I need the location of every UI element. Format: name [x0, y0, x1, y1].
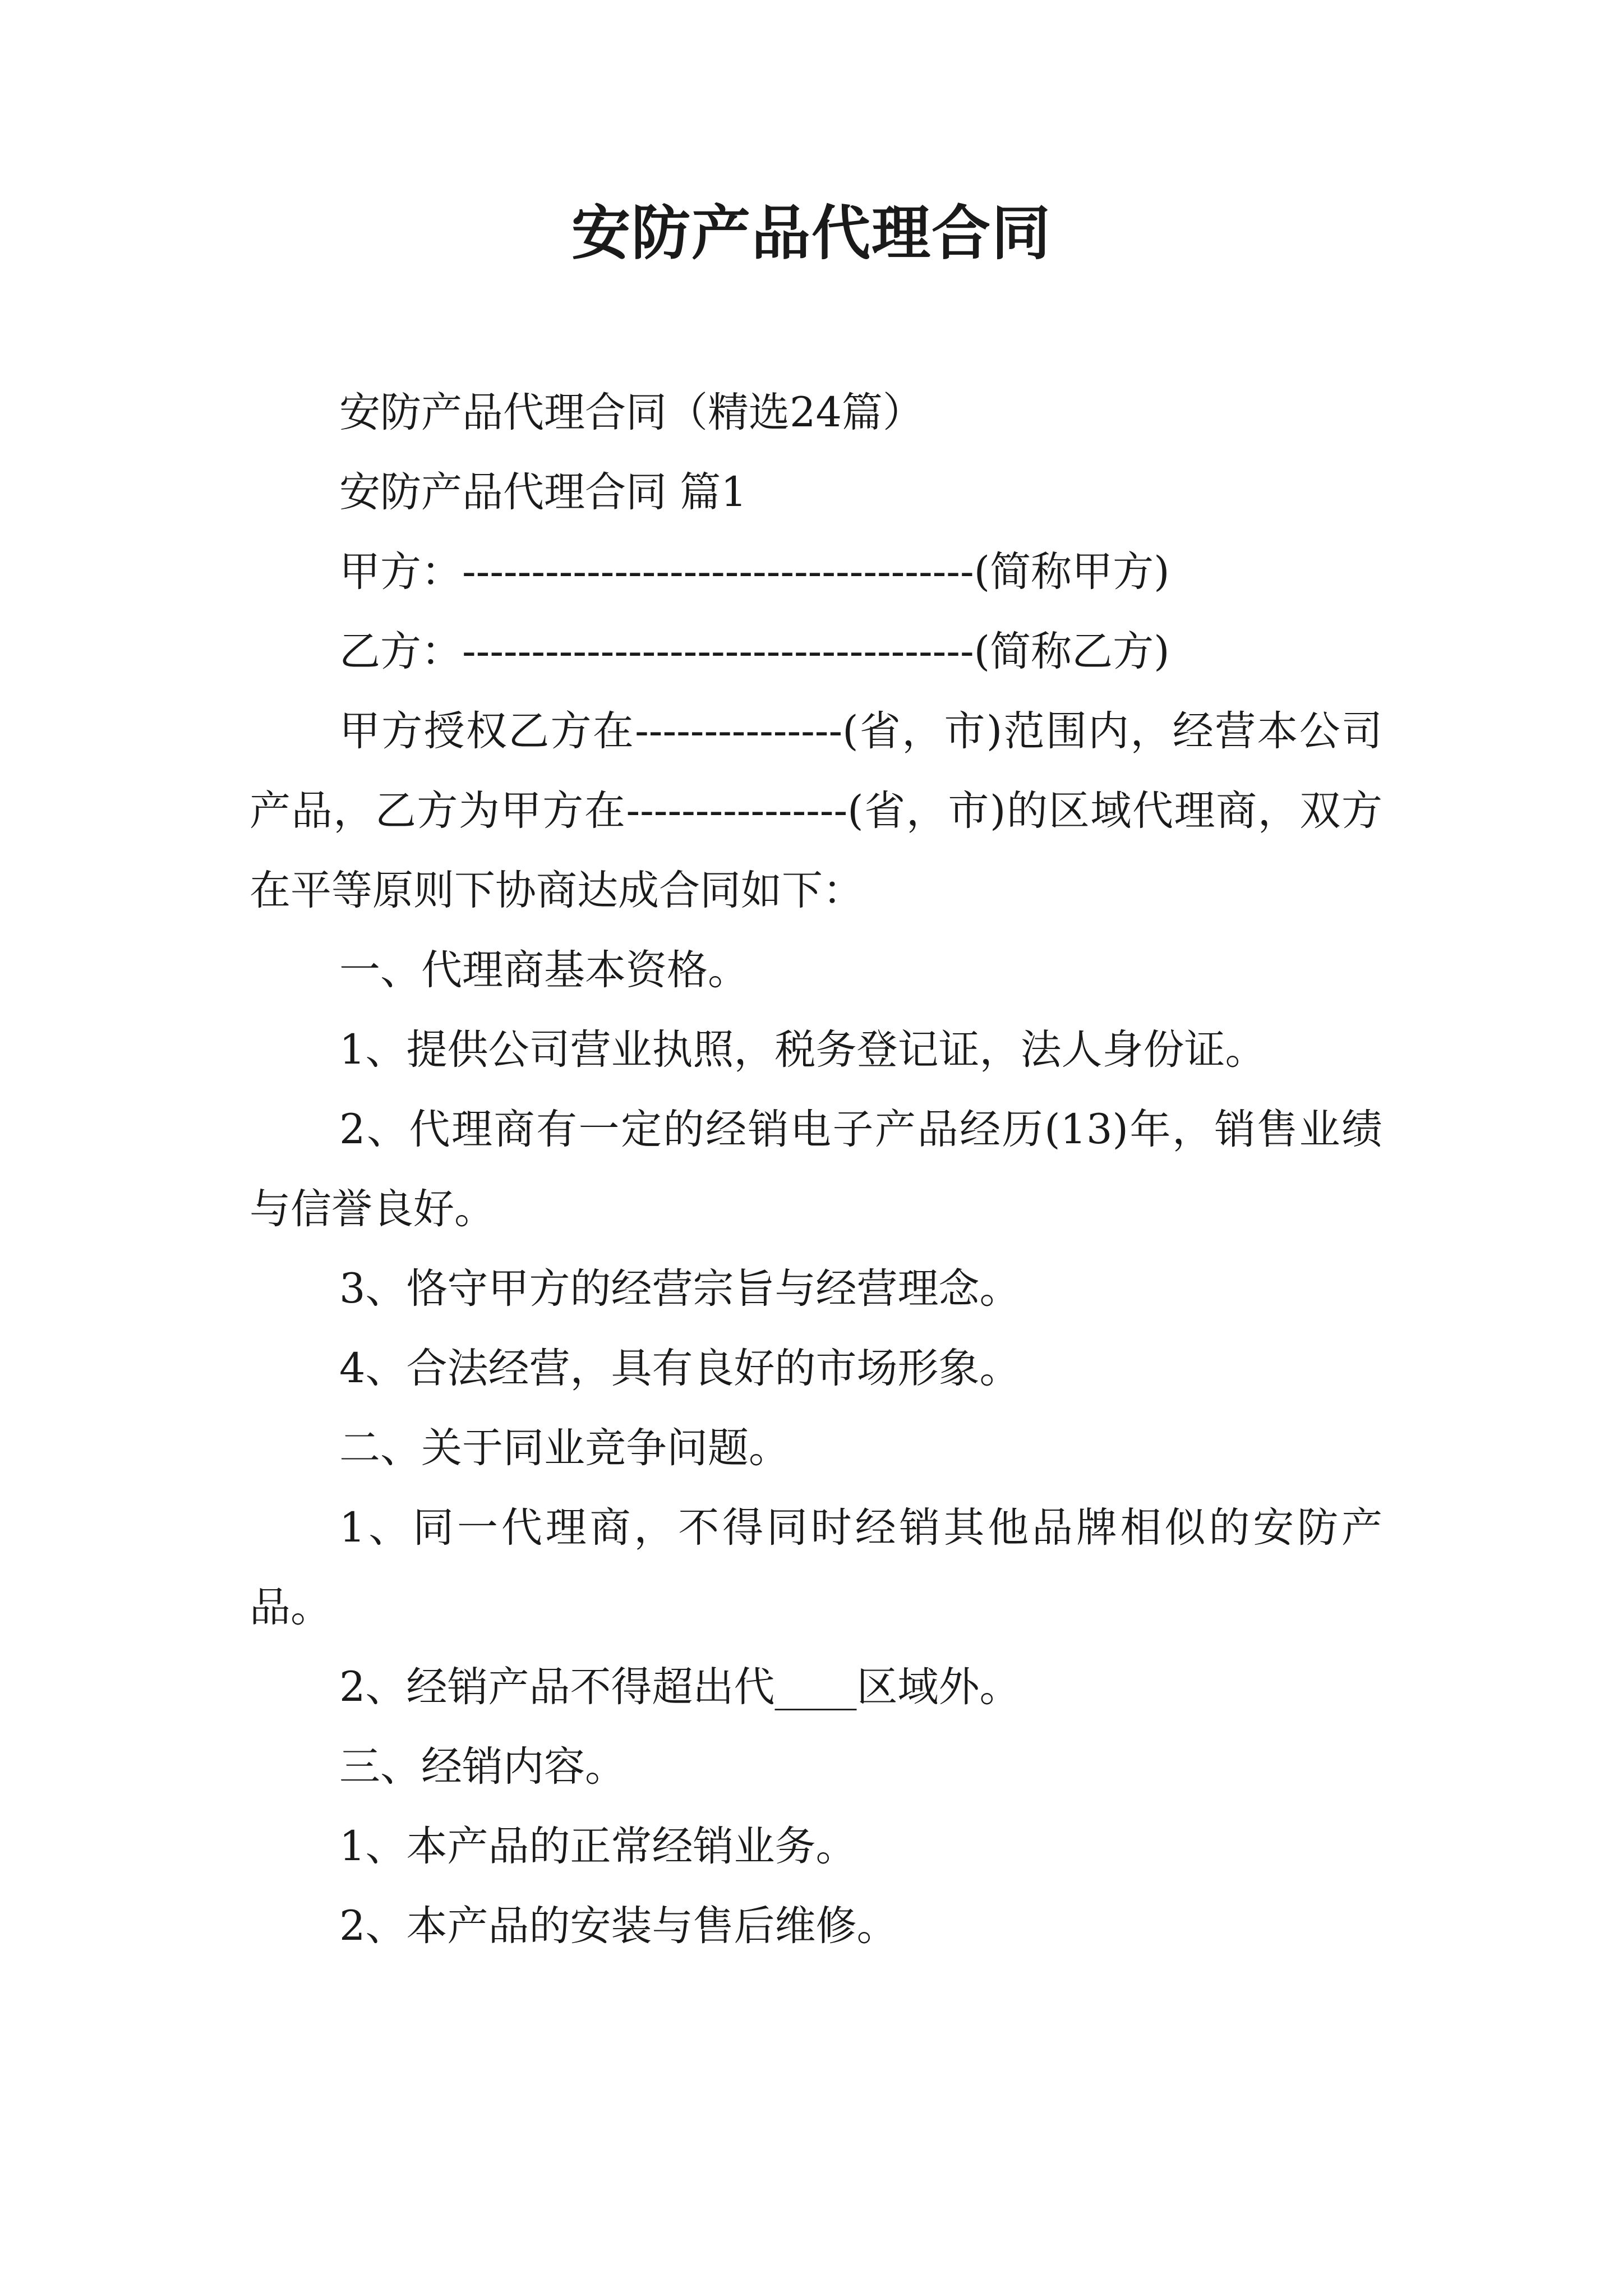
paragraph-party-a: 甲方：-------------------------------------(简称甲方) — [339, 548, 1170, 596]
paragraph-item: 3、恪守甲方的经营宗旨与经营理念。 — [339, 1265, 1021, 1313]
paragraph-heading-qualification: 一、代理商基本资格。 — [339, 946, 749, 994]
paragraph-item: 2、经销产品不得超出代____区域外。 — [339, 1663, 1021, 1711]
paragraph-heading-competition: 二、关于同业竞争问题。 — [339, 1424, 790, 1472]
paragraph-subtitle: 安防产品代理合同（精选24篇） — [339, 389, 924, 436]
paragraph-item: 1、本产品的正常经销业务。 — [339, 1823, 857, 1870]
paragraph-heading-scope: 三、经销内容。 — [339, 1743, 626, 1791]
paragraph-item: 1、提供公司营业执照，税务登记证，法人身份证。 — [339, 1026, 1266, 1074]
paragraph-section-heading: 安防产品代理合同 篇1 — [339, 468, 747, 516]
paragraph-party-b: 乙方：-------------------------------------(简称乙方) — [339, 628, 1170, 675]
paragraph-authorization: 甲方授权乙方在---------------(省，市)范围内，经营本公司产品，乙方为甲方在----------------(省，市)的区域代理商，双方在平等原则下协商达成合同如下： — [250, 707, 1382, 914]
document-title: 安防产品代理合同 — [571, 198, 1052, 268]
document-body — [250, 373, 1382, 1966]
paragraph-item: 2、代理商有一定的经销电子产品经历(13)年，销售业绩与信誉良好。 — [250, 1106, 1382, 1233]
paragraph-item: 2、本产品的安装与售后维修。 — [339, 1902, 898, 1950]
paragraph-item: 4、合法经营，具有良好的市场形象。 — [339, 1345, 1021, 1392]
paragraph-item: 1、同一代理商，不得同时经销其他品牌相似的安防产品。 — [250, 1504, 1382, 1631]
